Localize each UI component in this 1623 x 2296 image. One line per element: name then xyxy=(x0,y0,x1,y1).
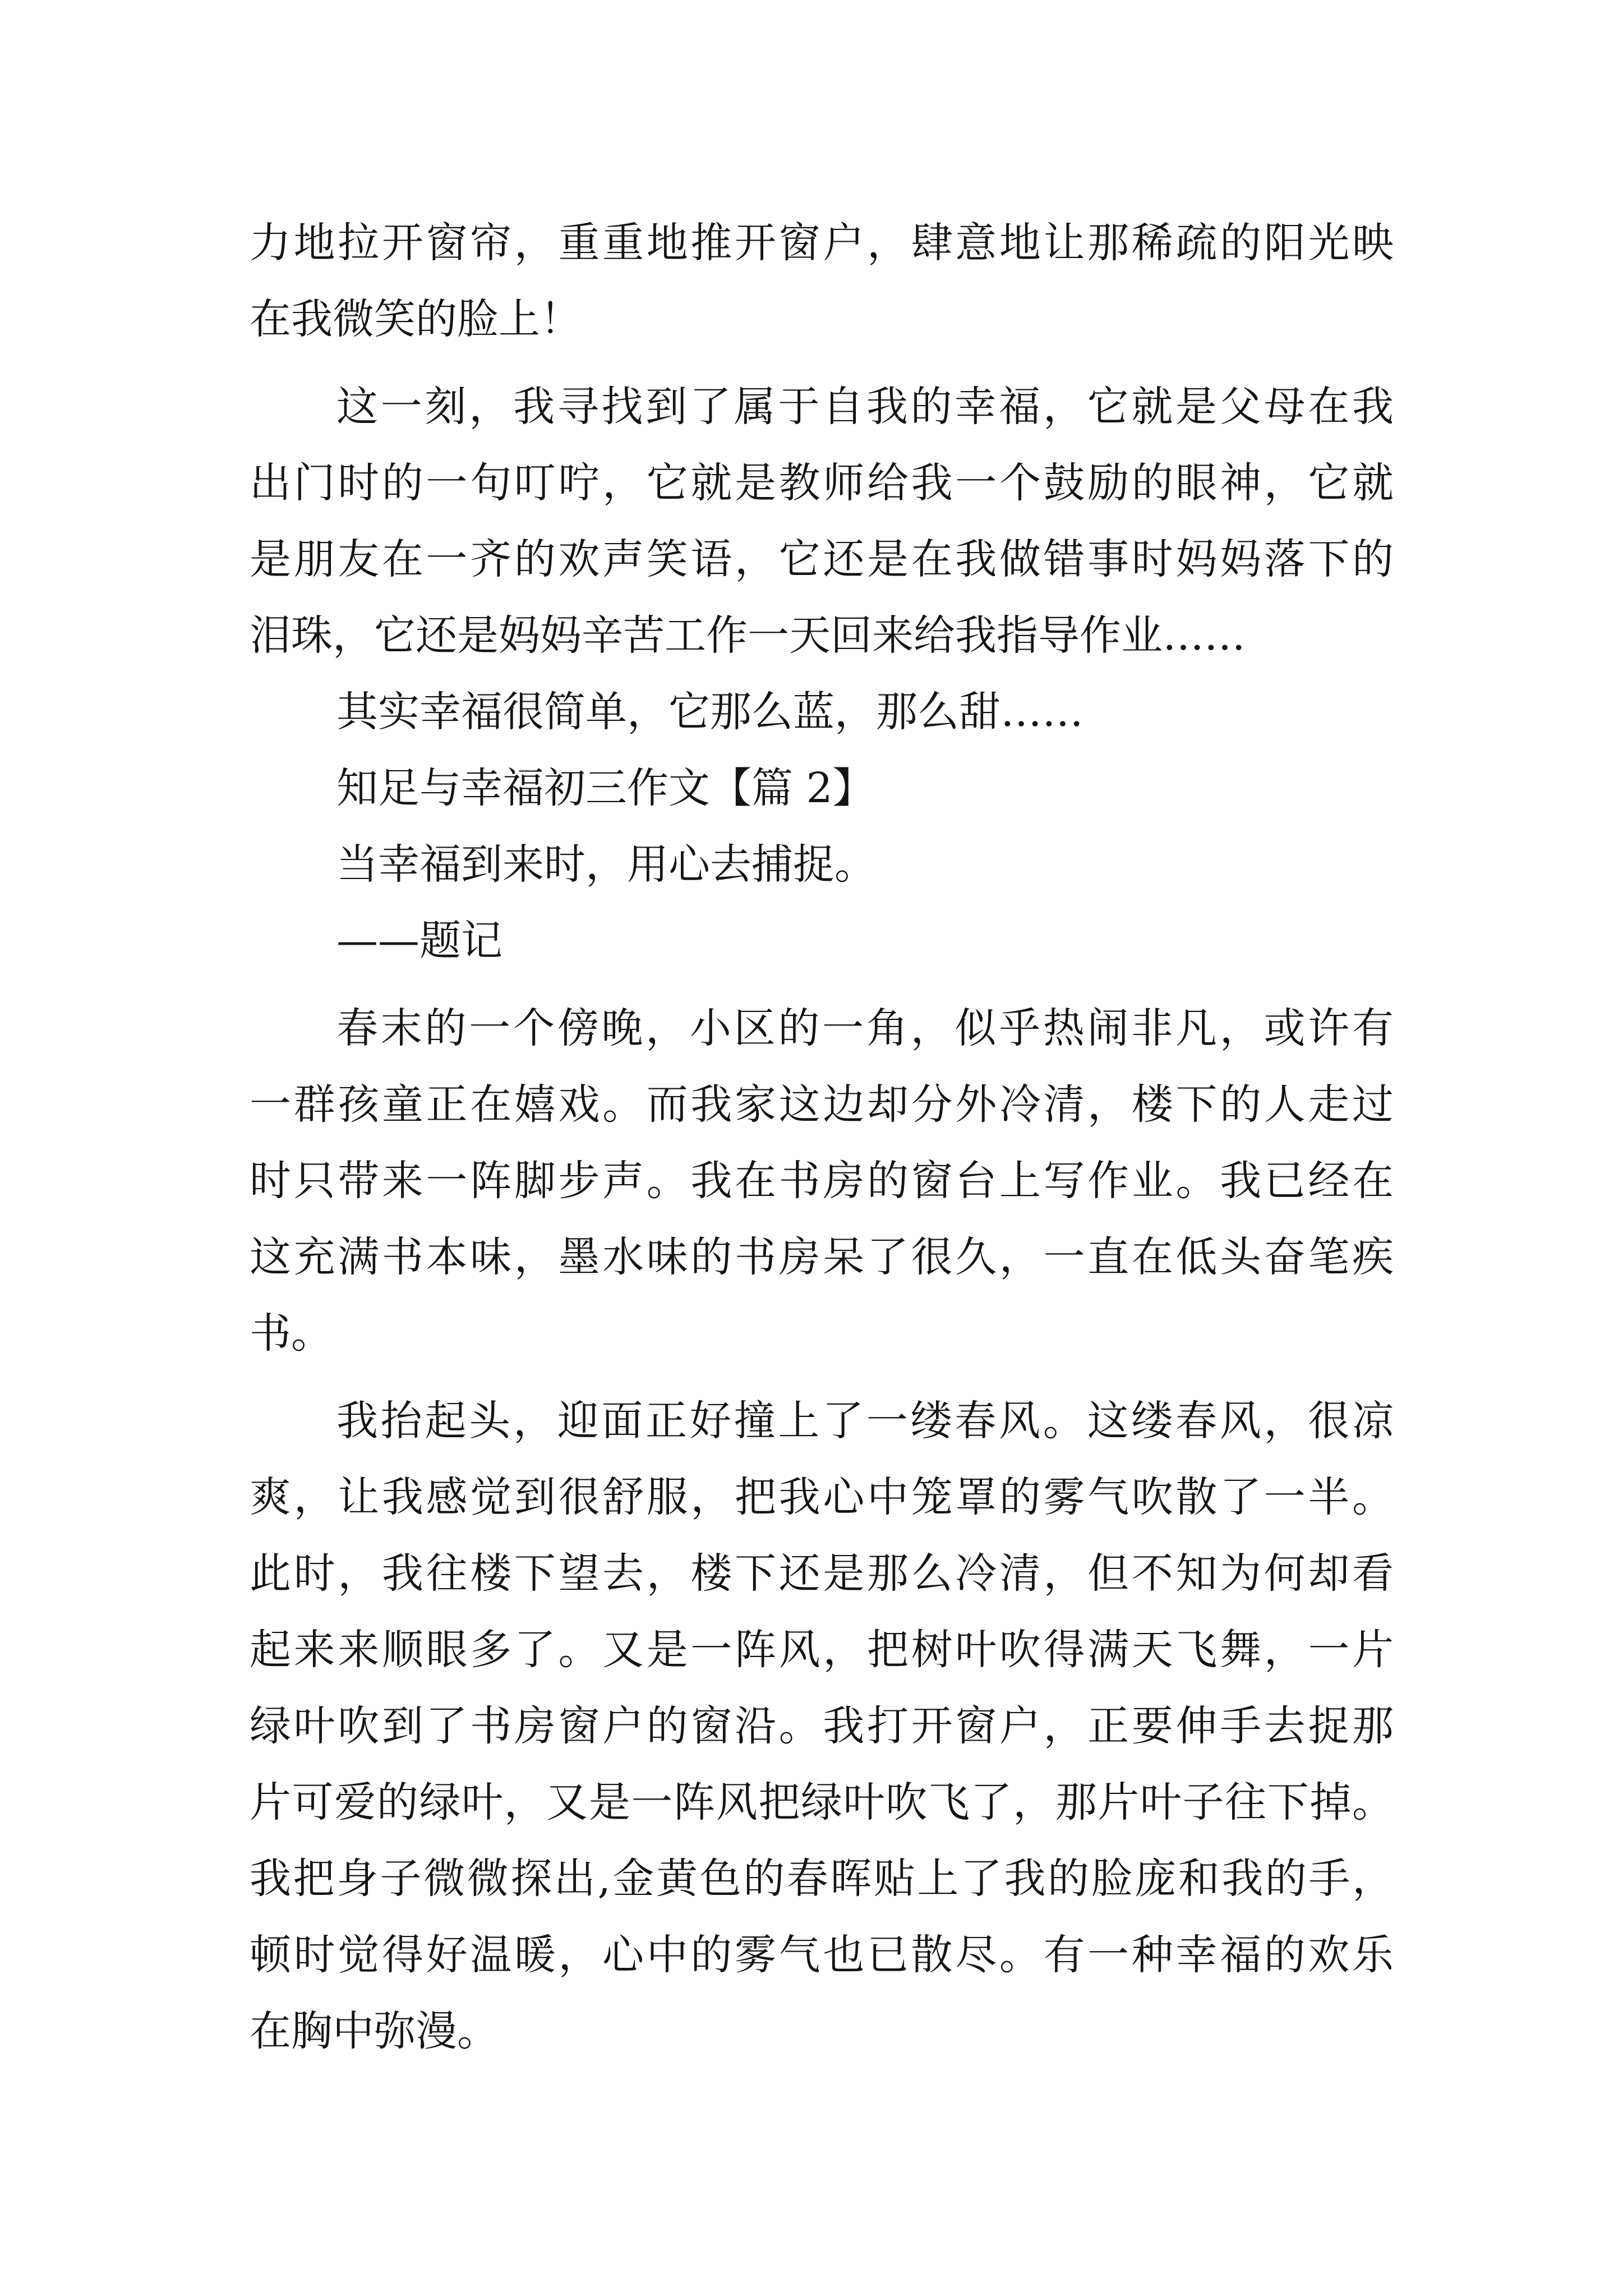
paragraph-start: 这一刻，我寻找到了属于自我的幸福，它就是父母在我 xyxy=(336,383,1394,431)
text-line: 片可爱的绿叶，又是一阵风把绿叶吹飞了，那片叶子往下掉。 xyxy=(250,1778,1394,1826)
section-heading: 知足与幸福初三作文【篇 2】 xyxy=(336,764,874,812)
paragraph-start: 我抬起头，迎面正好撞上了一缕春风。这缕春风，很凉 xyxy=(336,1397,1394,1445)
text-line: 泪珠，它还是妈妈辛苦工作一天回来给我指导作业…… xyxy=(250,611,1246,660)
text-line: 这充满书本味，墨水味的书房呆了很久，一直在低头奋笔疾 xyxy=(250,1233,1394,1281)
text-line: 我把身子微微探出,金黄色的春晖贴上了我的脸庞和我的手， xyxy=(250,1855,1394,1903)
text-line: 顿时觉得好温暖，心中的雾气也已散尽。有一种幸福的欢乐 xyxy=(250,1931,1394,1979)
text-line: 绿叶吹到了书房窗户的窗沿。我打开窗户，正要伸手去捉那 xyxy=(250,1702,1394,1750)
text-line: 一群孩童正在嬉戏。而我家这边却分外冷清，楼下的人走过 xyxy=(250,1080,1394,1129)
paragraph-start: 春末的一个傍晚，小区的一角，似乎热闹非凡，或许有 xyxy=(336,1004,1394,1052)
text-line: 力地拉开窗帘，重重地推开窗户，肆意地让那稀疏的阳光映 xyxy=(250,219,1394,267)
epigraph-attribution: ——题记 xyxy=(336,917,502,965)
text-line: 起来来顺眼多了。又是一阵风，把树叶吹得满天飞舞，一片 xyxy=(250,1626,1394,1674)
paragraph-start: 其实幸福很简单，它那么蓝，那么甜…… xyxy=(336,688,1083,736)
epigraph: 当幸福到来时，用心去捕捉。 xyxy=(336,840,876,889)
document-body xyxy=(250,205,1394,2069)
text-line: 在胸中弥漫。 xyxy=(250,2007,499,2055)
text-line: 出门时的一句叮咛，它就是教师给我一个鼓励的眼神，它就 xyxy=(250,459,1394,507)
text-line: 时只带来一阵脚步声。我在书房的窗台上写作业。我已经在 xyxy=(250,1157,1394,1205)
text-line: 此时，我往楼下望去，楼下还是那么冷清，但不知为何却看 xyxy=(250,1549,1394,1598)
text-line: 爽，让我感觉到很舒服，把我心中笼罩的雾气吹散了一半。 xyxy=(250,1473,1394,1521)
text-line: 是朋友在一齐的欢声笑语，它还是在我做错事时妈妈落下的 xyxy=(250,535,1394,583)
text-line: 书。 xyxy=(250,1309,333,1358)
text-line: 在我微笑的脸上！ xyxy=(250,295,582,343)
